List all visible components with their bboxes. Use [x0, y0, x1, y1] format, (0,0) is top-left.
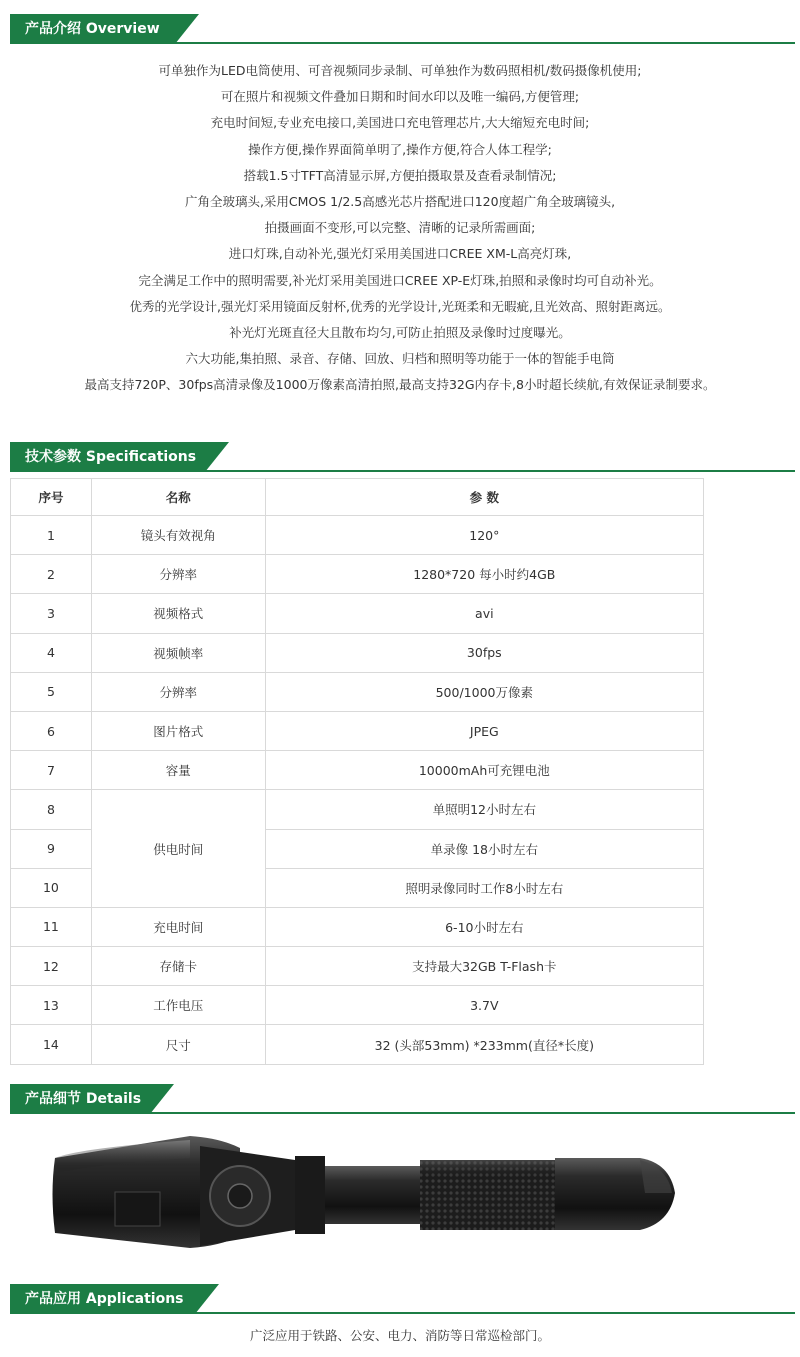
- overview-line: 优秀的光学设计,强光灯采用镜面反射杯,优秀的光学设计,光斑柔和无暇疵,且光效高、照射距离远。: [129, 298, 671, 314]
- table-row: [11, 633, 704, 672]
- overview-line: 拍摄画面不变形,可以完整、清晰的记录所需画面;: [264, 220, 536, 236]
- center-button: [228, 1184, 252, 1208]
- row-no: 7: [11, 751, 92, 790]
- applications-title: 产品应用 Applications: [17, 1284, 195, 1314]
- overview-line: 补光灯光斑直径大且散布均匀,可防止拍照及录像时过度曝光。: [229, 325, 571, 341]
- specs-title: 技术参数 Specifications: [17, 442, 205, 472]
- overview-line: 进口灯珠,自动补光,强光灯采用美国进口CREE XM-L高亮灯珠,: [228, 246, 572, 262]
- table-row: [11, 1025, 704, 1064]
- row-name: 视频格式: [91, 594, 265, 633]
- header-underline: [17, 42, 795, 44]
- row-value: 单照明12小时左右: [265, 790, 703, 829]
- table-row: [11, 516, 704, 555]
- row-no: 6: [11, 711, 92, 750]
- row-no: 5: [11, 672, 92, 711]
- overview-line: 六大功能,集拍照、录音、存储、回放、归档和照明等功能于一体的智能手电筒: [185, 351, 615, 367]
- row-name: 分辨率: [91, 555, 265, 594]
- row-value: 32 (头部53mm) *233mm(直径*长度): [265, 1025, 703, 1064]
- overview-line: 广角全玻璃头,采用CMOS 1/2.5高感光芯片搭配进口120度超广角全玻璃镜头,: [184, 194, 616, 210]
- row-value: 30fps: [265, 633, 703, 672]
- overview-header: [0, 8, 800, 44]
- header-underline: [17, 470, 795, 472]
- table-row: [11, 672, 704, 711]
- grip-highlight: [420, 1160, 555, 1180]
- specs-table: [10, 478, 704, 1065]
- row-name: 存储卡: [91, 947, 265, 986]
- row-no: 1: [11, 516, 92, 555]
- overview-line: 完全满足工作中的照明需要,补光灯采用美国进口CREE XP-E灯珠,拍照和录像时均可自动补光。: [138, 272, 662, 288]
- table-row: [11, 751, 704, 790]
- row-value: 10000mAh可充锂电池: [265, 751, 703, 790]
- row-name: 工作电压: [91, 986, 265, 1025]
- header-accent-bar: [10, 1084, 17, 1114]
- header-value: 参 数: [265, 479, 703, 516]
- table-row: [11, 986, 704, 1025]
- overview-line: 充电时间短,专业充电接口,美国进口充电管理芯片,大大缩短充电时间;: [210, 115, 590, 131]
- row-value: avi: [265, 594, 703, 633]
- row-name: 尺寸: [91, 1025, 265, 1064]
- details-title: 产品细节 Details: [17, 1084, 150, 1114]
- overview-line: 最高支持720P、30fps高清录像及1000万像素高清拍照,最高支持32G内存卡,8小时超长续航,有效保证录制要求。: [84, 377, 716, 393]
- applications-text: 广泛应用于铁路、公安、电力、消防等日常巡检部门。: [249, 1328, 550, 1343]
- neck: [325, 1166, 420, 1224]
- row-value: 500/1000万像素: [265, 672, 703, 711]
- row-name: 图片格式: [91, 711, 265, 750]
- row-no: 14: [11, 1025, 92, 1064]
- row-name: 镜头有效视角: [91, 516, 265, 555]
- overview-title: 产品介绍 Overview: [17, 14, 175, 44]
- overview-text: [0, 58, 800, 399]
- row-name: 视频帧率: [91, 633, 265, 672]
- header-no: 序号: [11, 479, 92, 516]
- row-no: 2: [11, 555, 92, 594]
- row-value: 6-10小时左右: [265, 907, 703, 946]
- row-no: 12: [11, 947, 92, 986]
- row-no: 8: [11, 790, 92, 829]
- table-row: [11, 555, 704, 594]
- details-header: [0, 1078, 800, 1114]
- row-name: 供电时间: [91, 790, 265, 908]
- table-row: [11, 947, 704, 986]
- header-accent-bar: [10, 1284, 17, 1314]
- collar: [295, 1156, 325, 1234]
- row-no: 9: [11, 829, 92, 868]
- row-no: 4: [11, 633, 92, 672]
- row-value: 照明录像同时工作8小时左右: [265, 868, 703, 907]
- table-row: [11, 907, 704, 946]
- screen: [115, 1192, 160, 1226]
- table-header-row: [11, 479, 704, 516]
- row-value: 支持最大32GB T-Flash卡: [265, 947, 703, 986]
- row-name: 容量: [91, 751, 265, 790]
- header-name: 名称: [91, 479, 265, 516]
- row-name: 充电时间: [91, 907, 265, 946]
- overview-line: 搭载1.5寸TFT高清显示屏,方便拍摄取景及查看录制情况;: [243, 167, 557, 183]
- header-accent-bar: [10, 442, 17, 472]
- overview-line: 可在照片和视频文件叠加日期和时间水印以及唯一编码,方便管理;: [220, 89, 580, 105]
- overview-line: 可单独作为LED电筒使用、可音视频同步录制、可单独作为数码照相机/数码摄像机使用;: [158, 63, 642, 78]
- row-name: 分辨率: [91, 672, 265, 711]
- header-accent-bar: [10, 14, 17, 44]
- flashlight-photo: [40, 1118, 690, 1268]
- row-value: 单录像 18小时左右: [265, 829, 703, 868]
- table-row: [11, 790, 704, 829]
- row-value: 120°: [265, 516, 703, 555]
- header-underline: [17, 1312, 795, 1314]
- row-value: JPEG: [265, 711, 703, 750]
- row-no: 13: [11, 986, 92, 1025]
- row-no: 10: [11, 868, 92, 907]
- overview-line: 操作方便,操作界面简单明了,操作方便,符合人体工程学;: [248, 141, 552, 157]
- row-value: 1280*720 每小时约4GB: [265, 555, 703, 594]
- row-value: 3.7V: [265, 986, 703, 1025]
- table-row: [11, 711, 704, 750]
- applications-header: [0, 1278, 800, 1314]
- row-no: 3: [11, 594, 92, 633]
- header-underline: [17, 1112, 795, 1114]
- table-row: [11, 594, 704, 633]
- specs-header: [0, 436, 800, 472]
- row-no: 11: [11, 907, 92, 946]
